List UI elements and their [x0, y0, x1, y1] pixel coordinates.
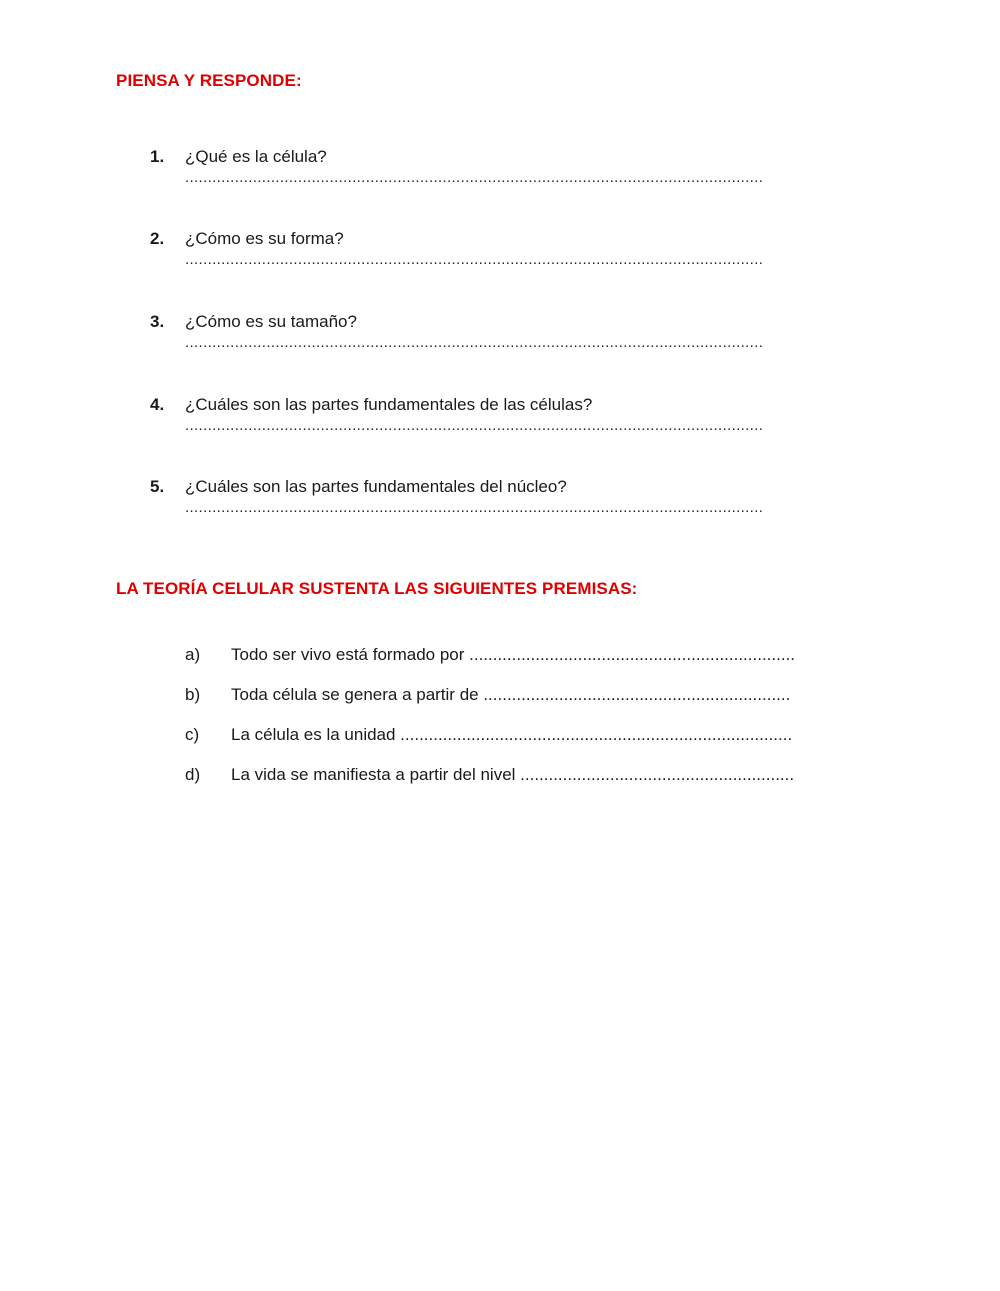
premise-letter: a): [185, 645, 201, 664]
premise-text: La vida se manifiesta a partir del nivel ..........................................................: [231, 765, 795, 784]
question-item: [150, 146, 850, 186]
question-text: ¿Cuáles son las partes fundamentales de las células?: [185, 395, 593, 414]
question-number: 5.: [150, 477, 165, 496]
premise-letter: c): [185, 725, 200, 744]
premise-text: Todo ser vivo está formado por .....................................................................: [231, 645, 796, 664]
question-item: [150, 394, 850, 434]
answer-line: ................................................................................................................................: [185, 169, 764, 186]
premise-text: La célula es la unidad ...................................................................................: [231, 725, 793, 744]
question-number: 2.: [150, 229, 165, 248]
question-item: [150, 476, 850, 516]
premise-text: Toda célula se genera a partir de .................................................................: [231, 685, 791, 704]
question-item: [150, 228, 850, 268]
question-item: [150, 311, 850, 351]
question-text: ¿Cuáles son las partes fundamentales del núcleo?: [185, 477, 567, 496]
answer-line: ................................................................................................................................: [185, 334, 764, 351]
question-number: 3.: [150, 312, 165, 331]
question-text: ¿Qué es la célula?: [185, 147, 327, 166]
answer-line: ................................................................................................................................: [185, 499, 764, 516]
section-title-piensa-y-responde: PIENSA Y RESPONDE:: [116, 71, 302, 90]
question-text: ¿Cómo es su forma?: [185, 229, 344, 248]
question-number: 4.: [150, 395, 165, 414]
section-title-teoria-celular: LA TEORÍA CELULAR SUSTENTA LAS SIGUIENTES PREMISAS:: [116, 579, 638, 598]
question-number: 1.: [150, 147, 165, 166]
answer-line: ................................................................................................................................: [185, 251, 764, 268]
question-text: ¿Cómo es su tamaño?: [185, 312, 357, 331]
answer-line: ................................................................................................................................: [185, 417, 764, 434]
premise-letter: b): [185, 685, 201, 704]
premise-letter: d): [185, 765, 201, 784]
